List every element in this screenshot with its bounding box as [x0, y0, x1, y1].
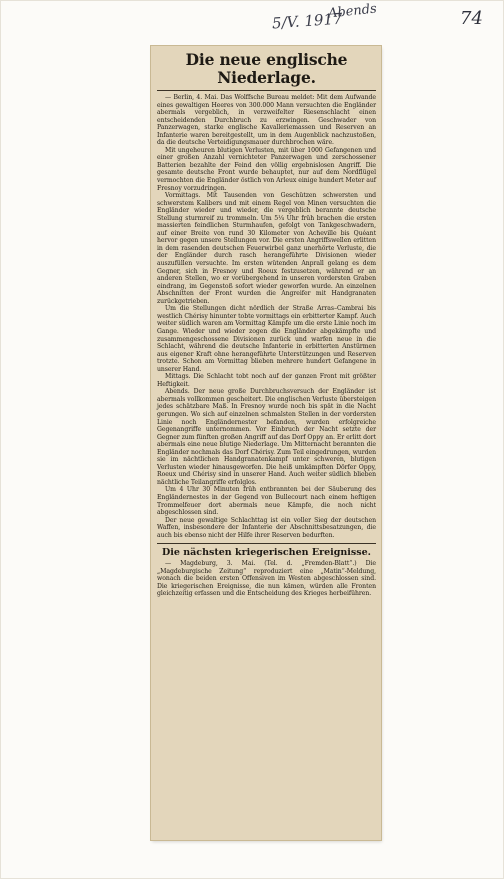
handwritten-date: 5/V. 1917	[271, 9, 344, 33]
article-paragraph: Mittags. Die Schlacht tobt noch auf der ganzen Front mit größter Heftigkeit.	[157, 373, 376, 388]
article-paragraph: Um die Stellungen dicht nördlich der Straße Arras–Cambrai bis westlich Chérisy hinunter tobte vormittags ein erbitterter Kampf. Auch weiter südlich waren am Vormittag Kämpfe um die erste Linie noch im Gange. Wieder und wieder zogen die Engländer abgekämpfte und zusammengeschossene Divisionen zurück und warfen neue in die Schlacht, während die deutsche Infanterie in erbitterten Anstürmen aus eigener Kraft ohne herangeführte Unterstützungen und Reserven trotzte. Schon am Vormittag blieben mehrere hundert Gefangene in unserer Hand.	[157, 305, 376, 373]
handwritten-page-number: 74	[460, 8, 483, 29]
article-paragraph: — Magdeburg, 3. Mai. (Tel. d. „Fremden-Blatt“.) Die „Magdeburgische Zeitung“ reproduziert eine „Matin“-Meldung, wonach die beiden ersten Offensiven im Westen abgeschlossen sind. Die kriegerischen Ereignisse, die nun kämen, würden alle Fronten gleichzeitig erfassen und die Entscheidung des Krieges herbeiführen.	[157, 560, 376, 598]
article-paragraph: — Berlin, 4. Mai. Das Wolffsche Bureau meldet: Mit dem Aufwande eines gewaltigen Heeres von 300.000 Mann versuchten die Engländer abermals vergeblich, in verzweifelter Riesenschlacht einen entscheidenden Durchbruch zu erzwingen. Geschwader von Panzerwagen, starke englische Kavalleriemassen und Reserven an Infanterie waren bereitgestellt, um in dem Augenblick nachzustoßen, da die deutsche Verteidigungsmauer durchbrochen wäre.	[157, 94, 376, 147]
article-body	[157, 94, 376, 539]
handwritten-note: Abends	[327, 1, 378, 22]
newspaper-clipping	[151, 46, 381, 840]
second-article-headline: Die nächsten kriegerischen Ereignisse.	[157, 543, 376, 558]
article-paragraph: Mit ungeheuren blutigen Verlusten, mit über 1000 Gefangenen und einer großen Anzahl vernichteter Panzerwagen und zerschossener Batterien bezahlte der Feind den völlig ergebnislosen Angriff. Die gesamte deutsche Front wurde behauptet, nur auf dem Nordflügel vermochten die Engländer östlich von Arleux einige hundert Meter auf Fresnoy vorzudringen.	[157, 146, 376, 192]
article-paragraph: Der neue gewaltige Schlachttag ist ein voller Sieg der deutschen Waffen, insbesondere der Infanterie der Abschnittsbesatzungen, die auch bis ebenso nicht der Hilfe ihrer Reserven bedurften.	[157, 516, 376, 539]
second-article-body	[157, 560, 376, 598]
article-paragraph: Um 4 Uhr 30 Minuten früh entbrannten bei der Säuberung des Engländernestes in der Gegend von Bullecourt nach einem heftigen Trommelfeuer dort abermals neue Kämpfe, die noch nicht abgeschlossen sind.	[157, 486, 376, 517]
article-headline: Die neue englische Niederlage.	[157, 51, 376, 91]
article-paragraph: Vormittags. Mit Tausenden von Geschützen schwersten und schwerstem Kalibers und mit einem Regel von Minen versuchten die Engländer wieder und wieder, die vergeblich berannte deutsche Stellung sturmreif zu trommeln. Um 5¼ Uhr früh brachen die ersten massierten feindlichen Sturmhaufen, gefolgt von Tankgeschwadern, auf einer Breite von rund 30 Kilometer von Acheville bis Quéant hervor gegen unsere Stellungen vor. Die ersten Angriffswellen erlitten in dem rasenden deutschen Feuerwirbel ganz unerhörte Verluste, die der Engländer durch rasch herangeführte Divisionen wieder auszufüllen versuchte. Im ersten wütenden Anprall gelang es dem Gegner, sich in Fresnoy und Roeux festzusetzen, während er an anderen Stellen, wo er vorübergehend in unseren vordersten Graben eindrang, im Gegenstoß sofort wieder geworfen wurde. An einzelnen Abschnitten der Front wurden die Angreifer mit Handgranaten zurückgetrieben.	[157, 192, 376, 305]
article-paragraph: Abends. Der neue große Durchbruchsversuch der Engländer ist abermals vollkommen gescheitert. Die englischen Verluste übersteigen jedes schätzbare Maß. In Fresnoy wurde noch bis spät in die Nacht gerungen. Wo sich auf einzelnen schmalsten Stellen in der vordersten Linie noch Engländernester befanden, wurden erfolgreiche Gegenangriffe unternommen. Vor Einbruch der Nacht setzte der Gegner zum fünften großen Angriff auf das Dorf Oppy an. Er erlitt dort abermals eine neue blutige Niederlage. Um Mitternacht berannten die Engländer nochmals das Dorf Chérisy. Zum Teil eingedrungen, wurden sie im nächtlichen Handgranatenkampf unter schweren, blutigen Verlusten wieder hinausgeworfen. Die heiß umkämpften Dörfer Oppy, Roeux und Chérisy sind in unserer Hand. Auch weiter südlich blieben nächtliche Teilangriffe erfolglos.	[157, 388, 376, 486]
